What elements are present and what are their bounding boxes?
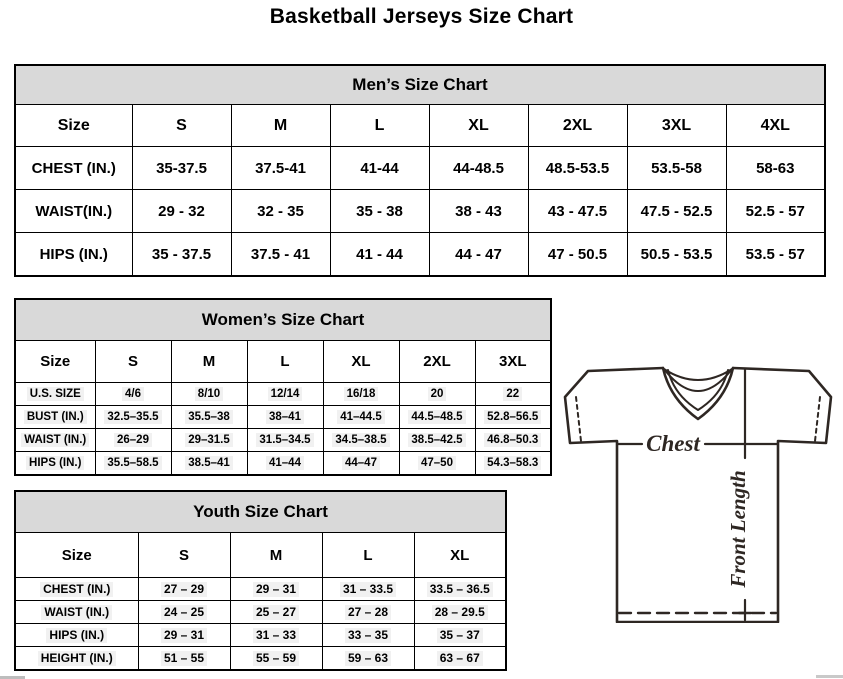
table-row (15, 601, 506, 624)
table-cell: 31 – 33 (230, 624, 322, 647)
table-cell: 22 (475, 383, 551, 406)
mens-size-chart-table (14, 64, 826, 277)
jersey-diagram (555, 355, 841, 623)
row-label: HIPS (IN.) (15, 233, 132, 277)
table-cell: 8/10 (171, 383, 247, 406)
table-cell: 51 – 55 (138, 647, 230, 671)
column-header: L (247, 341, 323, 383)
table-cell: 55 – 59 (230, 647, 322, 671)
row-label: U.S. SIZE (15, 383, 95, 406)
table-cell: 35 - 37.5 (132, 233, 231, 277)
table-cell: 26–29 (95, 429, 171, 452)
table-row (15, 452, 551, 476)
table-cell: 53.5 - 57 (726, 233, 825, 277)
column-header: L (322, 533, 414, 578)
row-label: CHEST (IN.) (15, 147, 132, 190)
table-cell: 31 – 33.5 (322, 578, 414, 601)
table-cell: 63 – 67 (414, 647, 506, 671)
table-cell: 35.5–38 (171, 406, 247, 429)
table-cell: 46.8–50.3 (475, 429, 551, 452)
table-cell: 41–44 (247, 452, 323, 476)
row-label: WAIST (IN.) (15, 601, 138, 624)
table-cell: 41 - 44 (330, 233, 429, 277)
table-cell: 27 – 29 (138, 578, 230, 601)
row-label: HIPS (IN.) (15, 452, 95, 476)
jersey-outline (565, 368, 831, 622)
table-cell: 47–50 (399, 452, 475, 476)
collar-outer-v (663, 368, 733, 419)
row-label: HIPS (IN.) (15, 624, 138, 647)
table-row (15, 429, 551, 452)
row-label: CHEST (IN.) (15, 578, 138, 601)
table-cell: 29 – 31 (230, 578, 322, 601)
table-cell: 34.5–38.5 (323, 429, 399, 452)
table-cell: 58-63 (726, 147, 825, 190)
table-cell: 50.5 - 53.5 (627, 233, 726, 277)
youth-chart-title: Youth Size Chart (15, 491, 506, 533)
table-cell: 4/6 (95, 383, 171, 406)
table-cell: 24 – 25 (138, 601, 230, 624)
table-cell: 41–44.5 (323, 406, 399, 429)
column-header: XL (323, 341, 399, 383)
table-cell: 44 - 47 (429, 233, 528, 277)
table-cell: 35.5–58.5 (95, 452, 171, 476)
table-cell: 44.5–48.5 (399, 406, 475, 429)
mens-header-row (15, 105, 825, 147)
youth-header-row (15, 533, 506, 578)
table-cell: 43 - 47.5 (528, 190, 627, 233)
table-cell: 35 – 37 (414, 624, 506, 647)
table-cell: 38.5–42.5 (399, 429, 475, 452)
table-cell: 38.5–41 (171, 452, 247, 476)
column-header: Size (15, 105, 132, 147)
table-cell: 59 – 63 (322, 647, 414, 671)
womens-header-row (15, 341, 551, 383)
table-cell: 38–41 (247, 406, 323, 429)
table-row (15, 406, 551, 429)
table-cell: 41-44 (330, 147, 429, 190)
column-header: Size (15, 341, 95, 383)
column-header: M (231, 105, 330, 147)
table-cell: 33.5 – 36.5 (414, 578, 506, 601)
column-header: 2XL (399, 341, 475, 383)
column-header: 3XL (627, 105, 726, 147)
table-row (15, 383, 551, 406)
table-cell: 20 (399, 383, 475, 406)
chest-label: Chest (646, 431, 700, 456)
table-row (15, 233, 825, 277)
page-title: Basketball Jerseys Size Chart (269, 5, 574, 28)
table-cell: 29 – 31 (138, 624, 230, 647)
row-label: WAIST (IN.) (15, 429, 95, 452)
table-cell: 32.5–35.5 (95, 406, 171, 429)
table-cell: 29 - 32 (132, 190, 231, 233)
right-cuff-dashed-line (815, 397, 820, 441)
mens-chart-title: Men’s Size Chart (15, 65, 825, 105)
table-cell: 31.5–34.5 (247, 429, 323, 452)
table-cell: 12/14 (247, 383, 323, 406)
table-cell: 35 - 38 (330, 190, 429, 233)
table-cell: 25 – 27 (230, 601, 322, 624)
table-cell: 47 - 50.5 (528, 233, 627, 277)
table-cell: 44–47 (323, 452, 399, 476)
womens-chart-title: Women’s Size Chart (15, 299, 551, 341)
left-cuff-dashed-line (576, 397, 581, 441)
column-header: Size (15, 533, 138, 578)
table-cell: 54.3–58.3 (475, 452, 551, 476)
table-row (15, 147, 825, 190)
column-header: S (138, 533, 230, 578)
table-cell: 38 - 43 (429, 190, 528, 233)
table-cell: 52.5 - 57 (726, 190, 825, 233)
table-cell: 52.8–56.5 (475, 406, 551, 429)
table-cell: 35-37.5 (132, 147, 231, 190)
table-cell: 53.5-58 (627, 147, 726, 190)
table-row (15, 647, 506, 671)
table-cell: 48.5-53.5 (528, 147, 627, 190)
column-header: 4XL (726, 105, 825, 147)
column-header: L (330, 105, 429, 147)
row-label: BUST (IN.) (15, 406, 95, 429)
table-cell: 47.5 - 52.5 (627, 190, 726, 233)
front-length-label: Front Length (726, 470, 750, 588)
column-header: M (171, 341, 247, 383)
column-header: S (95, 341, 171, 383)
jersey-svg (555, 355, 841, 623)
collar-band-arc (664, 369, 732, 380)
column-header: XL (414, 533, 506, 578)
table-cell: 27 – 28 (322, 601, 414, 624)
table-row (15, 190, 825, 233)
table-cell: 16/18 (323, 383, 399, 406)
table-cell: 44-48.5 (429, 147, 528, 190)
womens-size-chart-table (14, 298, 552, 476)
column-header: 2XL (528, 105, 627, 147)
table-row (15, 624, 506, 647)
table-cell: 29–31.5 (171, 429, 247, 452)
row-label: WAIST(IN.) (15, 190, 132, 233)
youth-size-chart-table (14, 490, 507, 671)
table-cell: 33 – 35 (322, 624, 414, 647)
table-cell: 37.5-41 (231, 147, 330, 190)
table-cell: 32 - 35 (231, 190, 330, 233)
column-header: 3XL (475, 341, 551, 383)
table-cell: 37.5 - 41 (231, 233, 330, 277)
column-header: XL (429, 105, 528, 147)
column-header: M (230, 533, 322, 578)
horizontal-scrollbar-fragment-right[interactable] (816, 675, 843, 678)
column-header: S (132, 105, 231, 147)
row-label: HEIGHT (IN.) (15, 647, 138, 671)
table-cell: 28 – 29.5 (414, 601, 506, 624)
table-row (15, 578, 506, 601)
